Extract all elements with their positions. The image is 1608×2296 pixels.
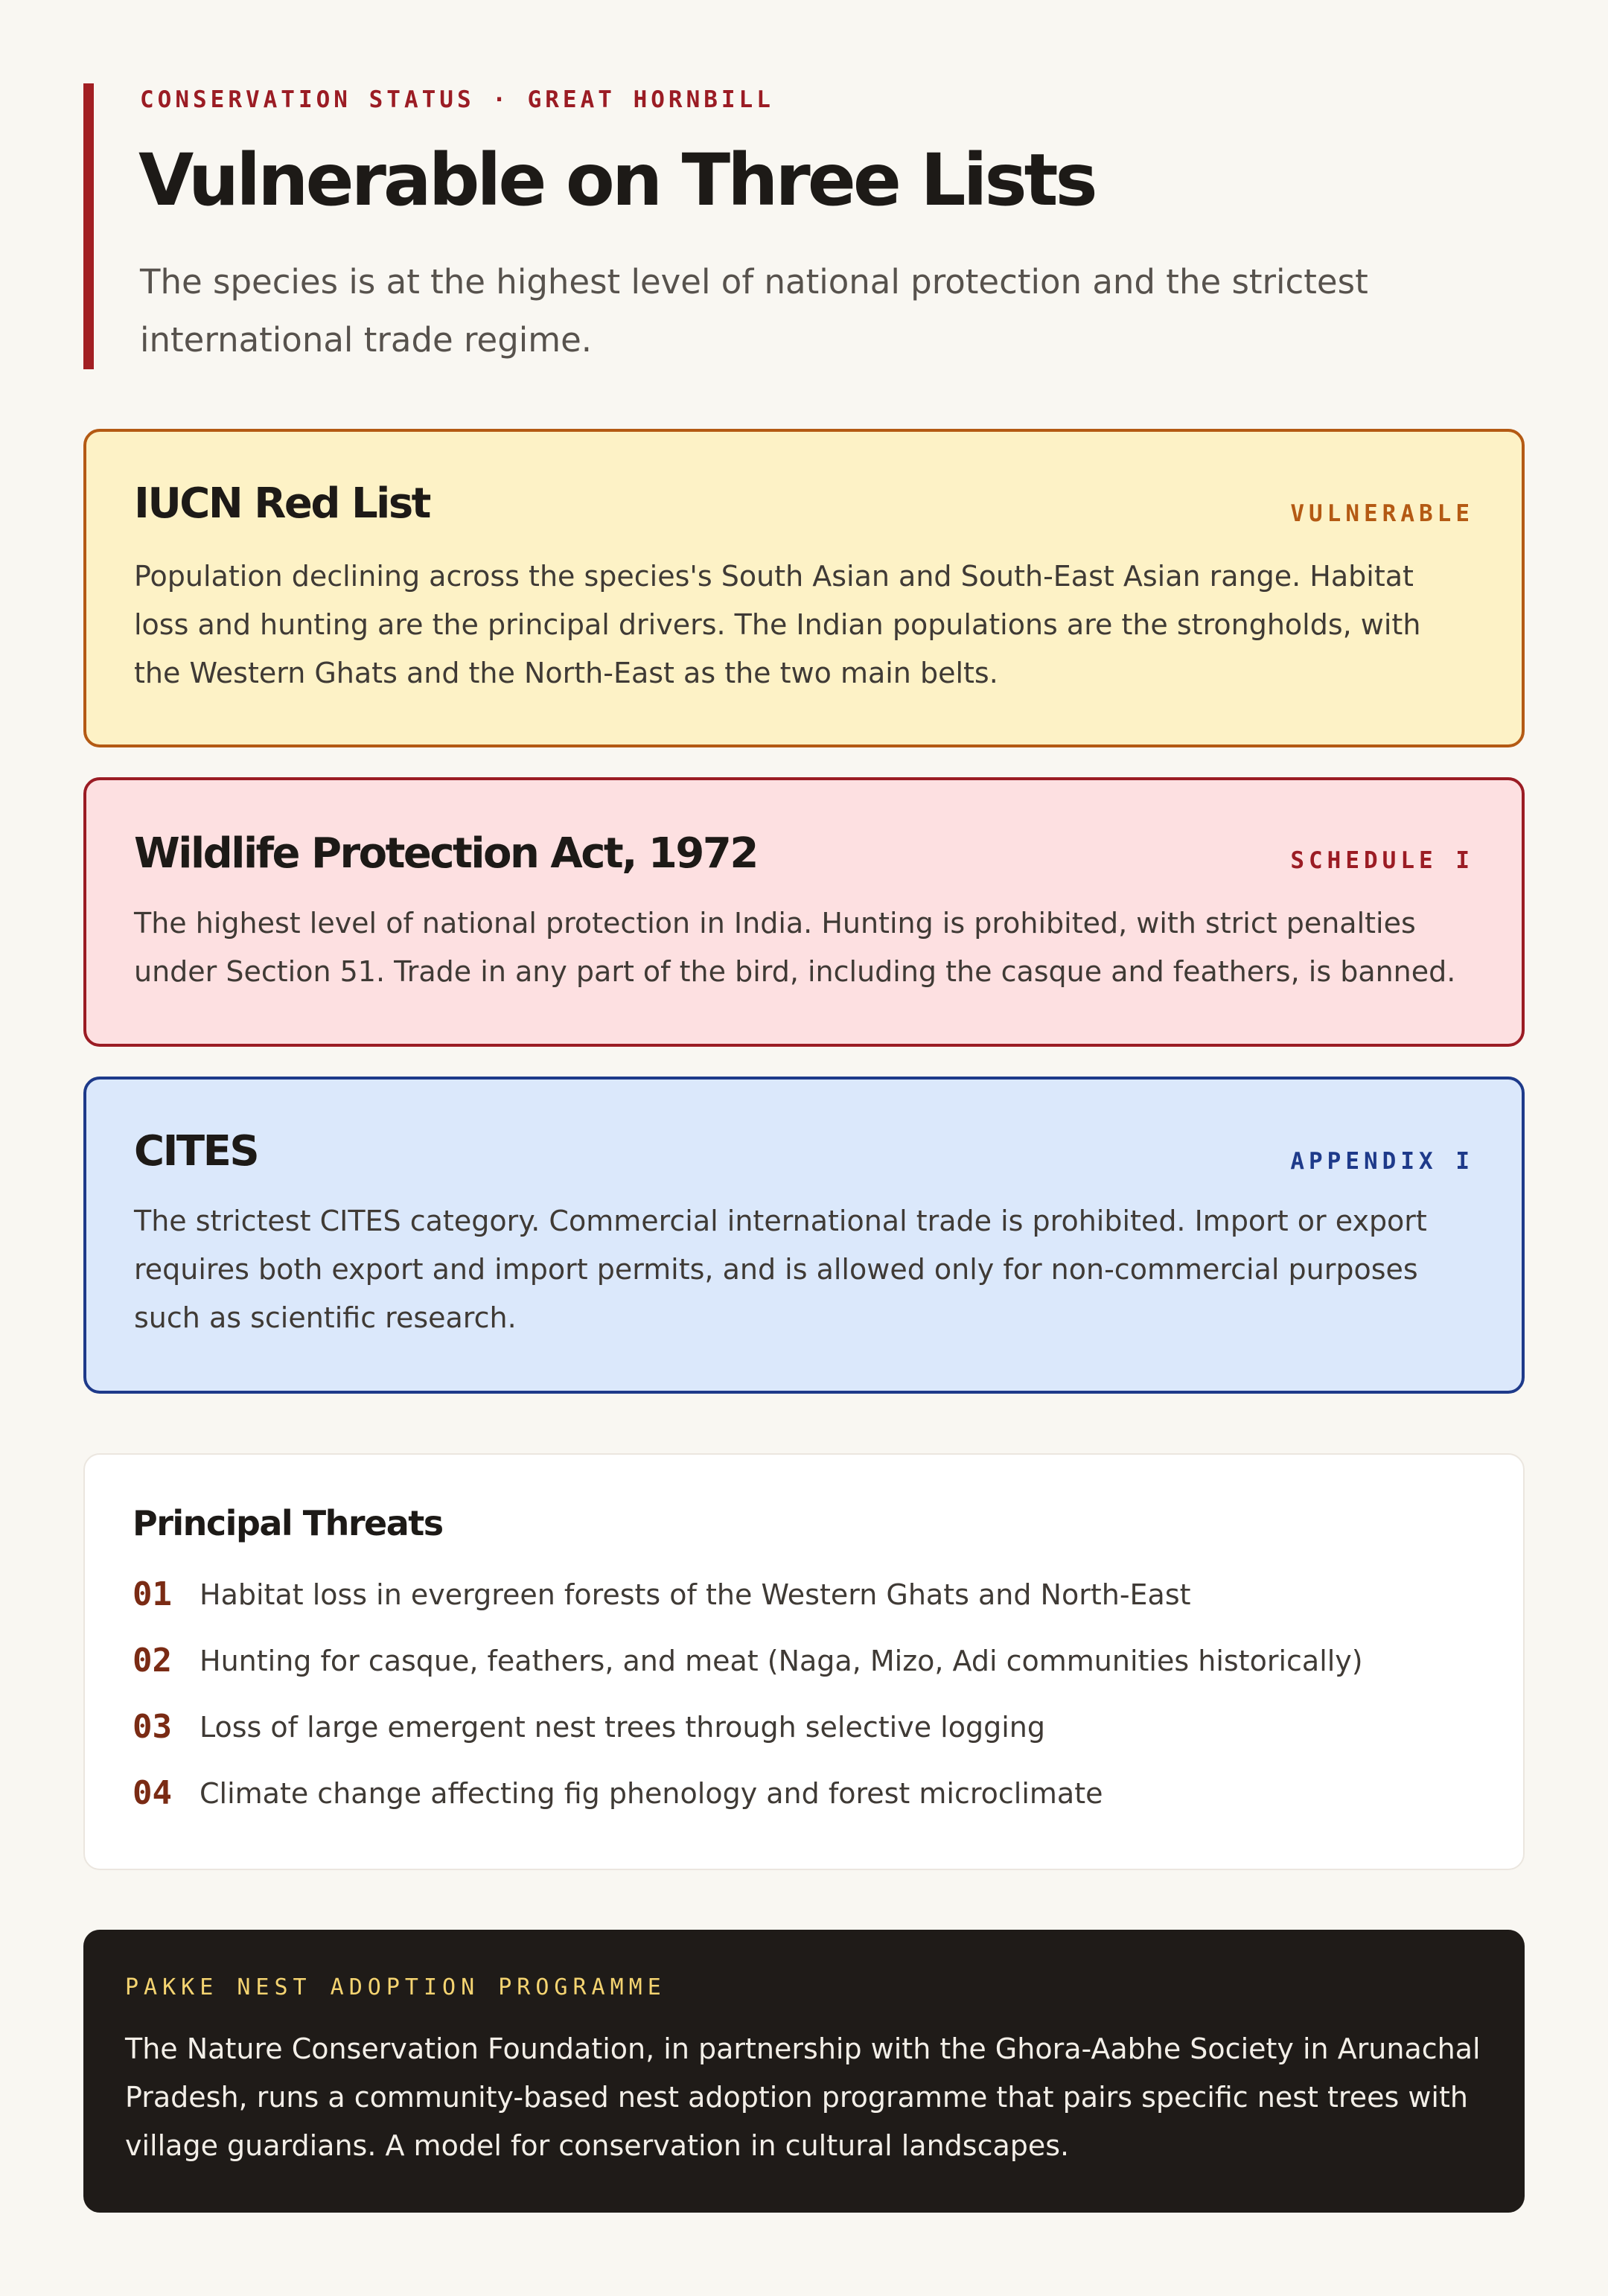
threat-text: Hunting for casque, feathers, and meat (Naga, Mizo, Adi communities historically)	[200, 1645, 1363, 1677]
status-badge: APPENDIX I	[1290, 1148, 1474, 1175]
card-description: Population declining across the species's South Asian and South-East Asian range. Habitat loss and hunting are the principal drivers. The Indian populations are the strongholds, with the Western Ghats and the North-East as the two main belts.	[134, 560, 1421, 689]
status-card-cites	[83, 1077, 1525, 1394]
threat-number: 03	[133, 1708, 172, 1746]
threat-text: Climate change affecting fig phenology and forest microclimate	[200, 1777, 1103, 1810]
status-badge: VULNERABLE	[1290, 500, 1474, 527]
status-card-wildlife-act	[83, 777, 1525, 1047]
card-description: The strictest CITES category. Commercial international trade is prohibited. Import or export requires both export and import permits, and is allowed only for non-commercial purposes such as scientific research.	[134, 1205, 1427, 1334]
page-title: Vulnerable on Three Lists	[138, 138, 1095, 222]
page-subtitle: The species is at the highest level of national protection and the strictest international trade regime.	[140, 262, 1368, 360]
status-card-iucn	[83, 429, 1525, 747]
page-header	[83, 83, 1528, 369]
programme-eyebrow: PAKKE NEST ADOPTION PROGRAMME	[125, 1974, 666, 2000]
threat-number: 04	[133, 1774, 172, 1812]
threats-title: Principal Threats	[133, 1503, 443, 1543]
section-eyebrow: CONSERVATION STATUS · GREAT HORNBILL	[140, 86, 774, 113]
card-title: Wildlife Protection Act, 1972	[134, 829, 757, 878]
card-description: The highest level of national protection in India. Hunting is prohibited, with strict penalties under Section 51. Trade in any part of the bird, including the casque and feathers, is banned.	[134, 907, 1456, 988]
card-title: CITES	[134, 1127, 258, 1176]
threat-number: 02	[133, 1642, 172, 1680]
threat-text: Habitat loss in evergreen forests of the Western Ghats and North-East	[200, 1578, 1191, 1611]
status-badge: SCHEDULE I	[1290, 847, 1474, 874]
threat-text: Loss of large emergent nest trees through selective logging	[200, 1711, 1045, 1744]
threat-number: 01	[133, 1575, 172, 1613]
programme-callout	[83, 1930, 1525, 2213]
threats-panel	[83, 1453, 1525, 1870]
programme-description: The Nature Conservation Foundation, in partnership with the Ghora-Aabhe Society in Arunachal Pradesh, runs a community-based nest adoption programme that pairs specific nest trees with village guardians. A model for conservation in cultural landscapes.	[125, 2032, 1481, 2162]
card-title: IUCN Red List	[134, 479, 430, 528]
